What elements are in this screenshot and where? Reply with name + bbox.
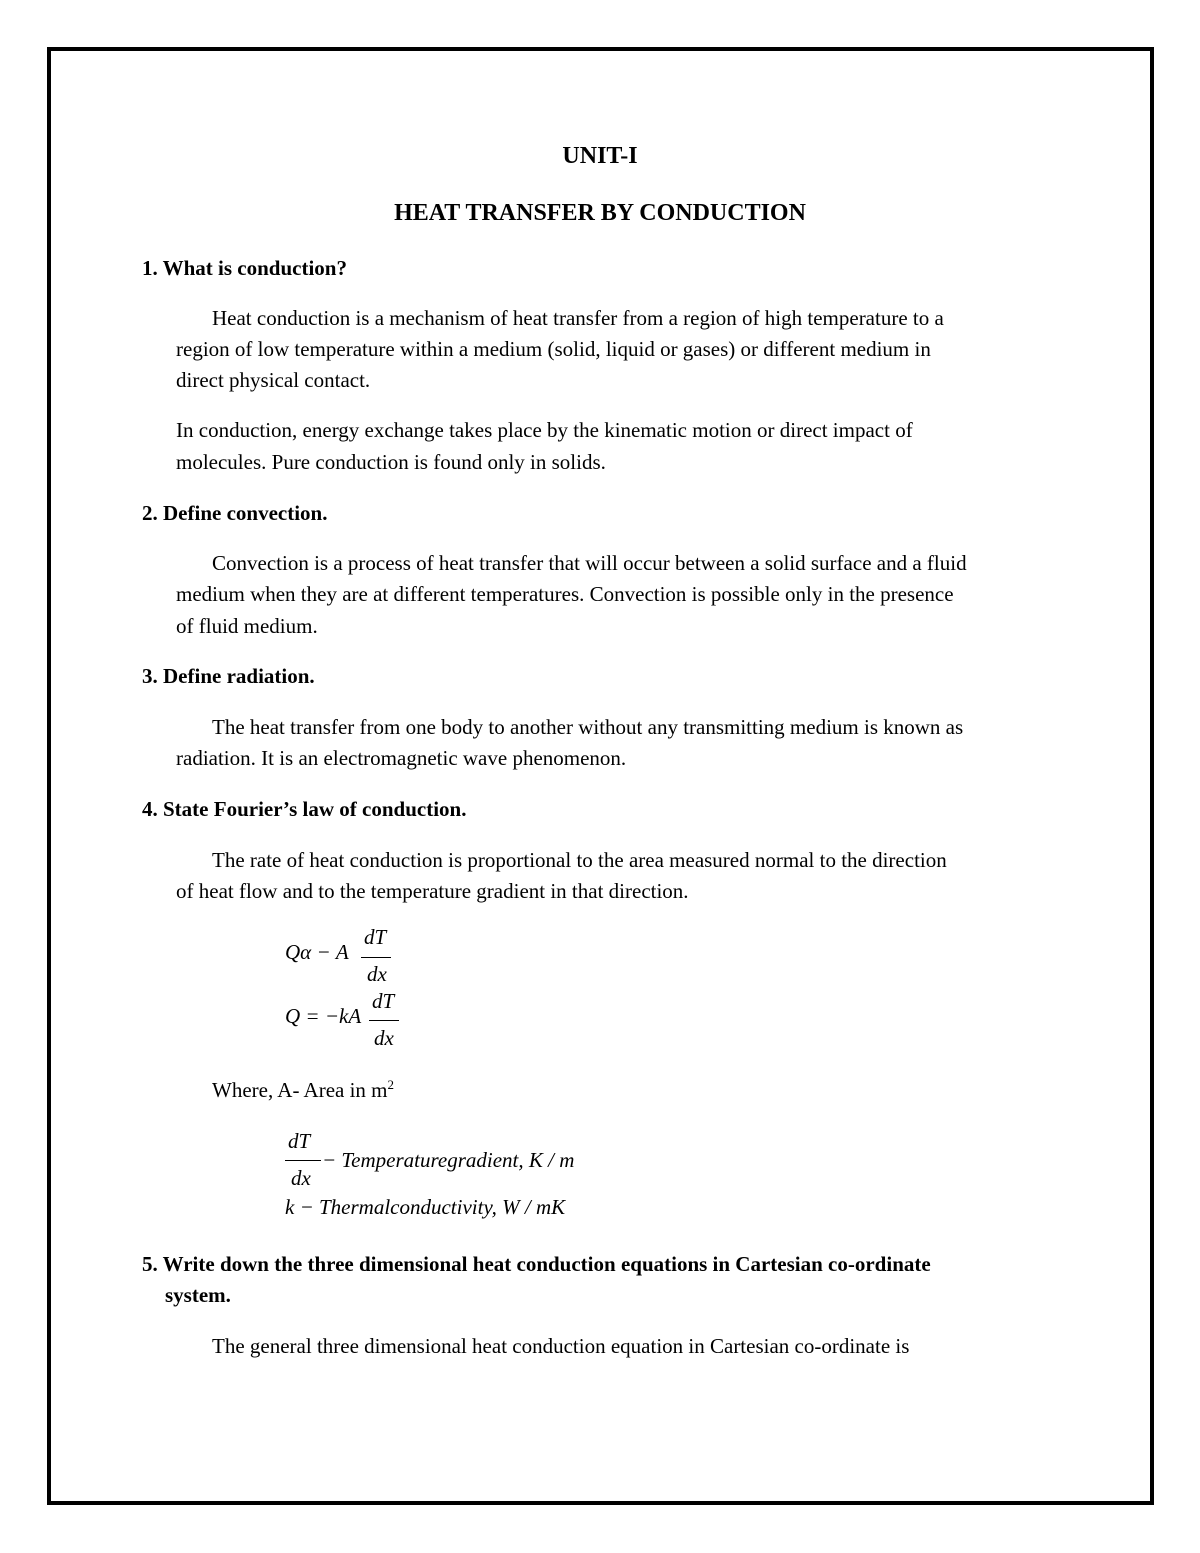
page-title: HEAT TRANSFER BY CONDUCTION (394, 200, 806, 226)
question-1: 1. What is conduction? (142, 256, 347, 280)
where-line (212, 1078, 394, 1103)
where-text: Where, A- Area in m (212, 1078, 388, 1102)
equation-1-left: Qα − A (285, 940, 349, 964)
equation-2-denominator: dx (374, 1026, 394, 1050)
q1-paragraph-1-line-2: region of low temperature within a medium (solid, liquid or gases) or different medium in (176, 337, 931, 361)
question-2: 2. Define convection. (142, 501, 328, 525)
definition-1-numerator: dT (288, 1129, 311, 1153)
equation-2-numerator: dT (372, 989, 395, 1013)
question-4: 4. State Fourier’s law of conduction. (142, 797, 467, 821)
q4-line-2: of heat flow and to the temperature gradient in that direction. (176, 879, 689, 903)
q1-paragraph-2-line-1: In conduction, energy exchange takes place by the kinematic motion or direct impact of (176, 418, 913, 442)
equation-2-fraction-bar (369, 1020, 399, 1021)
q1-paragraph-1-line-1: Heat conduction is a mechanism of heat transfer from a region of high temperature to a (212, 306, 944, 330)
q5-line-1: The general three dimensional heat conduction equation in Cartesian co-ordinate is (212, 1334, 910, 1358)
definition-1-fraction-bar (285, 1160, 321, 1161)
q1-paragraph-1-line-3: direct physical contact. (176, 368, 371, 392)
q3-line-1: The heat transfer from one body to another without any transmitting medium is known as (212, 715, 964, 739)
definition-2-text: k − Thermalconductivity, W / mK (285, 1195, 566, 1219)
definition-1-text: − Temperaturegradient, K / m (322, 1148, 575, 1172)
unit-heading: UNIT-I (562, 143, 638, 169)
question-5-line-1: 5. Write down the three dimensional heat conduction equations in Cartesian co-ordinate (142, 1252, 931, 1276)
q1-paragraph-2-line-2: molecules. Pure conduction is found only in solids. (176, 450, 606, 474)
equation-1-fraction-bar (361, 957, 391, 958)
equation-1-numerator: dT (364, 925, 387, 949)
question-3: 3. Define radiation. (142, 664, 315, 688)
equation-1-denominator: dx (367, 962, 387, 986)
q4-line-1: The rate of heat conduction is proportional to the area measured normal to the direction (212, 848, 947, 872)
q2-line-2: medium when they are at different temperatures. Convection is possible only in the presence (176, 582, 954, 606)
definition-1-denominator: dx (291, 1166, 311, 1190)
q2-line-1: Convection is a process of heat transfer that will occur between a solid surface and a fluid (212, 551, 967, 575)
where-superscript: 2 (387, 1077, 395, 1092)
q3-line-2: radiation. It is an electromagnetic wave phenomenon. (176, 746, 627, 770)
question-5-line-2: system. (165, 1283, 231, 1307)
equation-2-left: Q = −kA (285, 1004, 362, 1028)
q2-line-3: of fluid medium. (176, 614, 318, 638)
